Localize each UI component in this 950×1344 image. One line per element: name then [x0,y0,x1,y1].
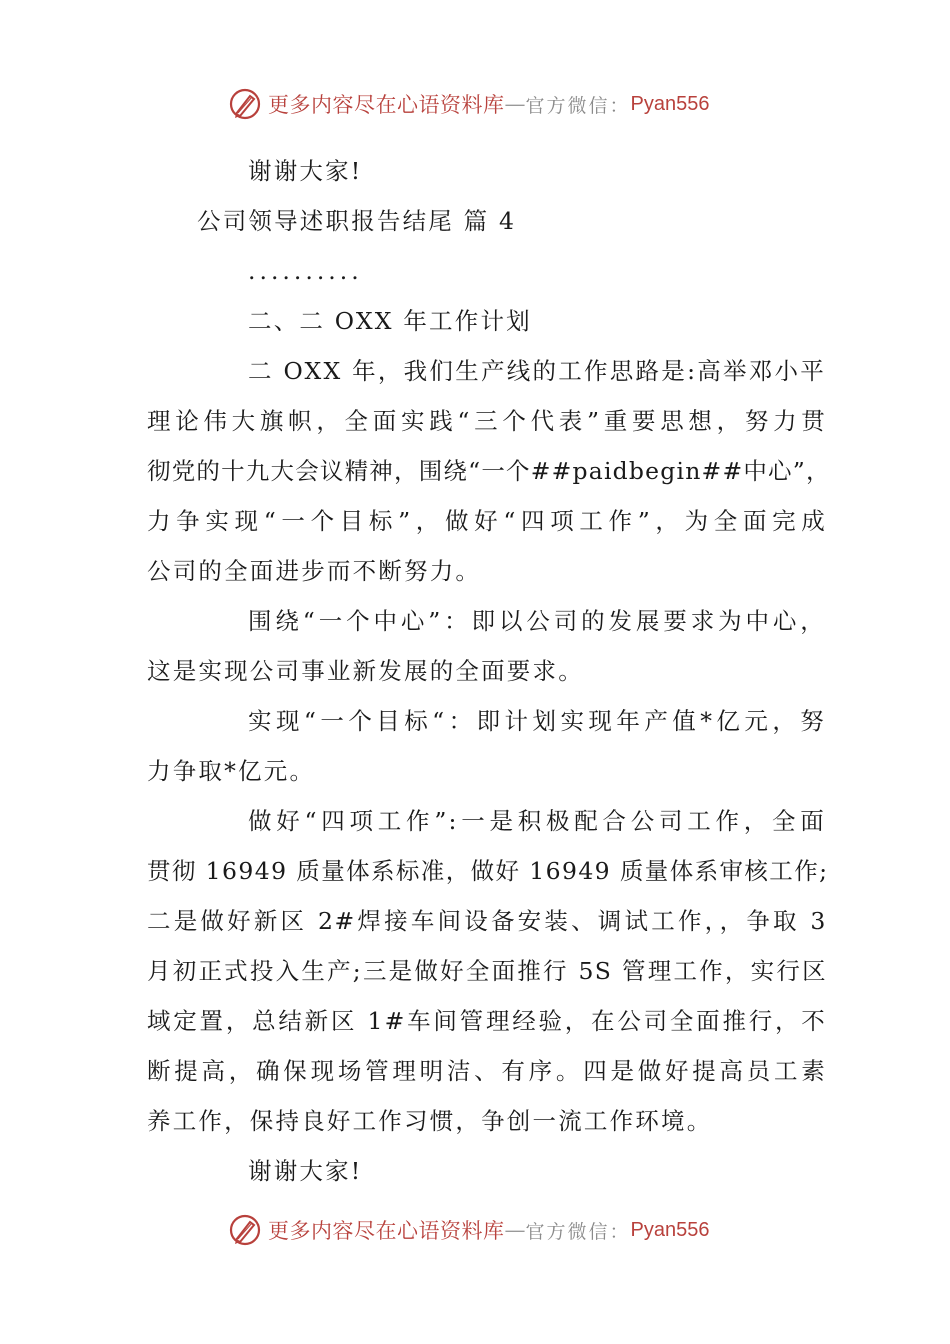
paragraph-line: 贯彻 16949 质量体系标准，做好 16949 质量体系审核工作; [147,857,829,885]
paragraph-line: 做好“四项工作”:一是积极配合公司工作，全面 [248,807,826,835]
paragraph-line: 实现“一个目标“：即计划实现年产值*亿元，努 [248,707,826,735]
footer-banner [228,1210,709,1250]
paragraph-line: 二是做好新区 2#焊接车间设备安装、调试工作，，争取 3 [147,907,827,935]
header-banner [228,84,709,124]
paragraph-line: 这是实现公司事业新发展的全面要求。 [147,657,584,685]
wechat-label: 官方微信： [525,94,631,117]
paragraph-line: 力争取*亿元。 [147,757,316,785]
brand-name: 更多内容尽在心语资料库 [268,1219,505,1243]
paragraph-line: 围绕“一个中心”：即以公司的发展要求为中心， [248,607,826,635]
paragraph-line: 力争实现“一个目标”，做好“四项工作”，为全面完成 [147,507,827,535]
thanks-text-2: 谢谢大家! [248,1157,363,1185]
paragraph-line: 域定置，总结新区 1#车间管理经验，在公司全面推行，不 [147,1007,827,1035]
section-heading: 公司领导述职报告结尾 篇 4 [197,207,517,235]
banner-separator: — [504,92,526,116]
ellipsis-dots: .......... [248,257,363,285]
thanks-text-1: 谢谢大家! [248,157,363,185]
wechat-label: 官方微信： [525,1220,631,1243]
pen-nib-logo-icon [228,1213,262,1247]
wechat-id: Pyan556 [630,1218,710,1241]
banner-separator: — [504,1218,526,1242]
pen-nib-logo-icon [228,87,262,121]
paragraph-line: 养工作，保持良好工作习惯，争创一流工作环境。 [147,1107,713,1135]
paragraph-line: 断提高，确保现场管理明洁、有序。四是做好提高员工素 [147,1057,827,1085]
paragraph-line: 彻党的十九大会议精神，围绕“一个##paidbegin##中心”， [147,457,831,485]
paragraph-line: 公司的全面进步而不断努力。 [147,557,482,585]
brand-name: 更多内容尽在心语资料库 [268,93,505,117]
paragraph-line: 月初正式投入生产;三是做好全面推行 5S 管理工作，实行区 [147,957,827,985]
paragraph-line: 理论伟大旗帜，全面实践“三个代表”重要思想，努力贯 [147,407,827,435]
wechat-id: Pyan556 [630,92,710,115]
plan-title: 二、二 OXX 年工作计划 [248,307,532,335]
paragraph-line: 二 OXX 年，我们生产线的工作思路是:高举邓小平 [248,357,826,385]
